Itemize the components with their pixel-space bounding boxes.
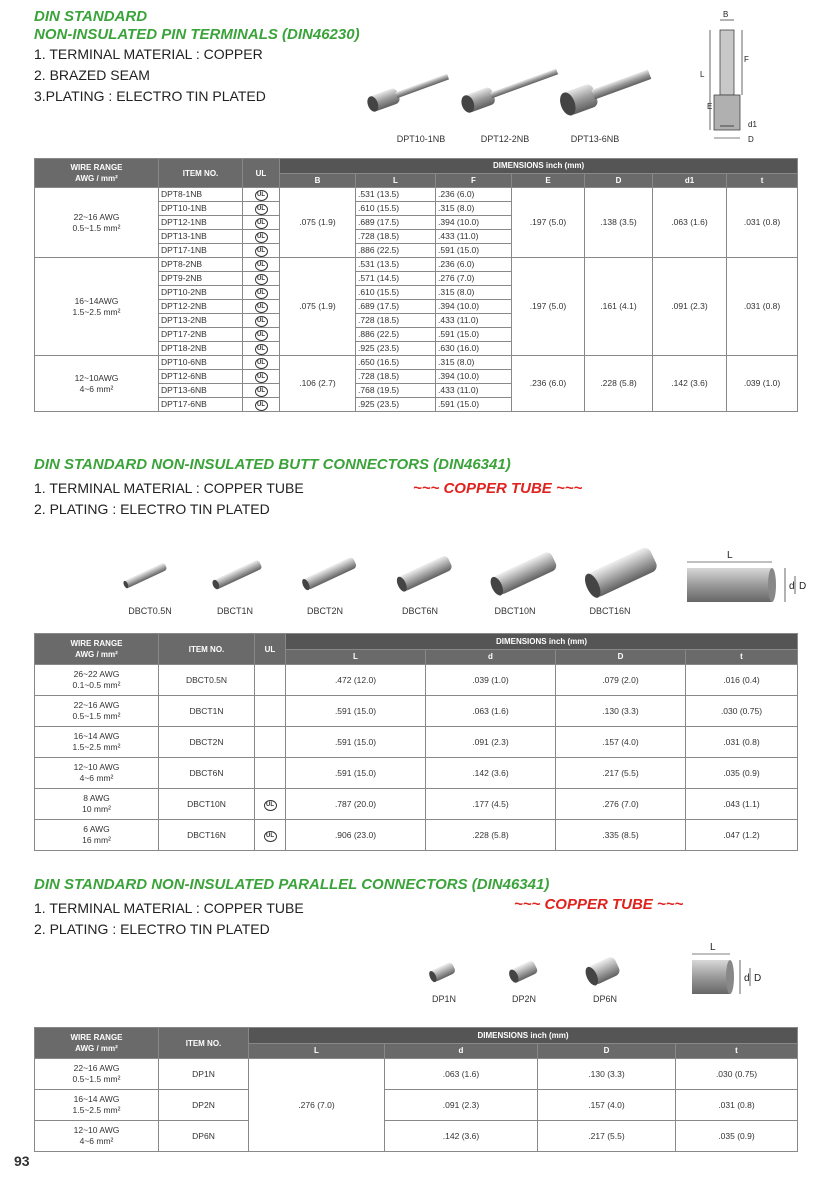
ul-cell [243, 216, 280, 230]
parallel-connector-dp6n [583, 955, 621, 987]
item-no-cell: DPT10-2NB [159, 286, 243, 300]
th2-d: d [426, 649, 556, 665]
dim-l-cell: .728 (18.5) [356, 230, 436, 244]
caption-dp1n: DP1N [431, 994, 456, 1004]
dim-e-cell: .197 (5.0) [512, 258, 585, 356]
th-e: E [512, 173, 585, 188]
dim-l-cell: .787 (20.0) [286, 789, 426, 820]
dim-f-cell: .315 (8.0) [436, 286, 512, 300]
th2-D: D [556, 649, 686, 665]
diagram2-label-l: L [727, 550, 733, 561]
th2-wire-range: WIRE RANGE AWG / mm² [35, 634, 159, 665]
ul-cell [243, 342, 280, 356]
ul-certification-mark: UL [255, 218, 268, 229]
diagram-label-f: F [744, 55, 749, 64]
dim-d-cell: .161 (4.1) [585, 258, 653, 356]
caption-dbct2n: DBCT2N [306, 606, 343, 616]
wire-range-cell: 16~14AWG 1.5~2.5 mm² [35, 258, 159, 356]
diagram3-label-d-outer: D [754, 973, 762, 984]
dim-d-cell: .063 (1.6) [426, 696, 556, 727]
diagram-label-l: L [700, 70, 705, 79]
th-wire-range: WIRE RANGE AWG / mm² [35, 159, 159, 188]
caption-dbct0-5n: DBCT0.5N [128, 606, 172, 616]
dim-f-cell: .236 (6.0) [436, 258, 512, 272]
wire-range-cell: 22~16 AWG 0.5~1.5 mm² [35, 1059, 159, 1090]
dim-D-cell: .276 (7.0) [556, 789, 686, 820]
dim-f-cell: .433 (11.0) [436, 230, 512, 244]
dim-l-cell: .906 (23.0) [286, 820, 426, 851]
dim-l-cell: .591 (15.0) [286, 727, 426, 758]
pin-terminals-photo [360, 60, 660, 140]
ul-certification-mark: UL [255, 400, 268, 411]
diagram2-label-d-outer: D [799, 581, 807, 592]
butt-connector-dbct6n [395, 555, 453, 594]
ul-cell [255, 820, 286, 851]
section2-spec-plating: 2. PLATING : ELECTRO TIN PLATED [34, 501, 270, 517]
th-l: L [356, 173, 436, 188]
item-no-cell: DPT13-6NB [159, 384, 243, 398]
pin-terminal-diagram [690, 10, 770, 150]
ul-certification-mark: UL [255, 260, 268, 271]
section1-heading [34, 8, 360, 107]
item-no-cell: DPT12-2NB [159, 300, 243, 314]
parallel-connector-dp1n [428, 961, 457, 983]
dim-t-cell: .043 (1.1) [686, 789, 798, 820]
ul-certification-mark: UL [264, 800, 277, 811]
th-d: D [585, 173, 653, 188]
item-no-cell: DBCT6N [159, 758, 255, 789]
section1-spec-plating: 3.PLATING : ELECTRO TIN PLATED [34, 88, 266, 104]
butt-connector-dbct10n [488, 550, 558, 597]
table-row [35, 188, 798, 202]
ul-cell [243, 356, 280, 370]
ul-cell [255, 789, 286, 820]
ul-cell [243, 314, 280, 328]
ul-cell [243, 202, 280, 216]
dim-d-cell: .091 (2.3) [385, 1090, 538, 1121]
diagram-label-d1: d1 [748, 120, 757, 129]
ul-certification-mark: UL [255, 330, 268, 341]
dim-d1-cell: .063 (1.6) [653, 188, 727, 258]
dim-D-cell: .130 (3.3) [556, 696, 686, 727]
item-no-cell: DBCT0.5N [159, 665, 255, 696]
wire-range-cell: 26~22 AWG 0.1~0.5 mm² [35, 665, 159, 696]
item-no-cell: DPT12-1NB [159, 216, 243, 230]
pin-terminal-table-body [35, 188, 798, 412]
th-b: B [280, 173, 356, 188]
dim-l-cell: .728 (18.5) [356, 370, 436, 384]
dim-t-cell: .031 (0.8) [727, 188, 798, 258]
dim-D-cell: .079 (2.0) [556, 665, 686, 696]
dim-l-cell: .650 (16.5) [356, 356, 436, 370]
th-item-no: ITEM NO. [159, 159, 243, 188]
dim-t-cell: .035 (0.9) [676, 1121, 798, 1152]
dim-t-cell: .031 (0.8) [676, 1090, 798, 1121]
wire-range-cell: 6 AWG 16 mm² [35, 820, 159, 851]
dim-d1-cell: .091 (2.3) [653, 258, 727, 356]
item-no-cell: DP1N [159, 1059, 249, 1090]
dim-f-cell: .433 (11.0) [436, 314, 512, 328]
th2-ul: UL [255, 634, 286, 665]
dim-l-cell: .591 (15.0) [286, 696, 426, 727]
section1-spec-material: 1. TERMINAL MATERIAL : COPPER [34, 46, 263, 62]
item-no-cell: DPT10-6NB [159, 356, 243, 370]
table-row [35, 258, 798, 272]
section1-spec-seam: 2. BRAZED SEAM [34, 67, 150, 83]
dim-d-cell: .091 (2.3) [426, 727, 556, 758]
ul-cell [243, 244, 280, 258]
dim-f-cell: .394 (10.0) [436, 370, 512, 384]
item-no-cell: DBCT10N [159, 789, 255, 820]
th2-item-no: ITEM NO. [159, 634, 255, 665]
th-dimensions: DIMENSIONS inch (mm) [280, 159, 798, 174]
ul-certification-mark: UL [255, 246, 268, 257]
dim-l-cell: .925 (23.5) [356, 342, 436, 356]
th3-d: d [385, 1043, 538, 1059]
butt-connector-dbct1n [211, 559, 262, 590]
th3-D: D [538, 1043, 676, 1059]
ul-cell [243, 398, 280, 412]
dim-f-cell: .315 (8.0) [436, 202, 512, 216]
dim-f-cell: .236 (6.0) [436, 188, 512, 202]
dim-l-cell: .531 (13.5) [356, 188, 436, 202]
table-row [35, 1059, 798, 1090]
item-no-cell: DP6N [159, 1121, 249, 1152]
dim-l-cell: .610 (15.5) [356, 202, 436, 216]
item-no-cell: DBCT16N [159, 820, 255, 851]
ul-cell [243, 286, 280, 300]
pin-terminal-dpt12-2nb [459, 63, 560, 114]
item-no-cell: DPT13-1NB [159, 230, 243, 244]
dim-D-cell: .157 (4.0) [556, 727, 686, 758]
butt-connectors-photo [115, 545, 675, 605]
dim-l-cell: .768 (19.5) [356, 384, 436, 398]
wire-range-cell: 12~10 AWG 4~6 mm² [35, 1121, 159, 1152]
parallel-connector-diagram [690, 940, 770, 1000]
dim-t-cell: .031 (0.8) [727, 258, 798, 356]
item-no-cell: DPT8-2NB [159, 258, 243, 272]
butt-connector-diagram [685, 548, 820, 608]
dim-b-cell: .075 (1.9) [280, 188, 356, 258]
dim-e-cell: .236 (6.0) [512, 356, 585, 412]
wire-range-cell: 12~10 AWG 4~6 mm² [35, 758, 159, 789]
diagram2-label-d-inner: d [789, 581, 795, 592]
dim-D-cell: .335 (8.5) [556, 820, 686, 851]
butt-connector-dbct0-5n [122, 562, 167, 589]
dim-t-cell: .016 (0.4) [686, 665, 798, 696]
caption-dbct1n: DBCT1N [216, 606, 253, 616]
item-no-cell: DPT13-2NB [159, 314, 243, 328]
dim-f-cell: .591 (15.0) [436, 244, 512, 258]
dim-l-cell: .689 (17.5) [356, 216, 436, 230]
dim-l-cell: .531 (13.5) [356, 258, 436, 272]
parallel-connector-dp2n [507, 960, 538, 985]
item-no-cell: DBCT1N [159, 696, 255, 727]
ul-cell [243, 384, 280, 398]
table-row [35, 665, 798, 696]
item-no-cell: DP2N [159, 1090, 249, 1121]
dim-l-cell: .472 (12.0) [286, 665, 426, 696]
butt-connector-dbct2n [301, 556, 358, 591]
dim-d-cell: .142 (3.6) [426, 758, 556, 789]
th2-dimensions: DIMENSIONS inch (mm) [286, 634, 798, 650]
dim-l-cell: .728 (18.5) [356, 314, 436, 328]
table-row [35, 1121, 798, 1152]
ul-cell [255, 758, 286, 789]
ul-certification-mark: UL [264, 831, 277, 842]
dim-D-cell: .217 (5.5) [538, 1121, 676, 1152]
item-no-cell: DPT8-1NB [159, 188, 243, 202]
section3-spec-material: 1. TERMINAL MATERIAL : COPPER TUBE [34, 900, 304, 916]
ul-certification-mark: UL [255, 232, 268, 243]
dim-l-cell: .689 (17.5) [356, 300, 436, 314]
dim-t-cell: .030 (0.75) [676, 1059, 798, 1090]
ul-certification-mark: UL [255, 372, 268, 383]
th-f: F [436, 173, 512, 188]
page-number: 93 [14, 1153, 30, 1169]
section3-heading [34, 876, 549, 940]
section1-title-line2: NON-INSULATED PIN TERMINALS (DIN46230) [34, 26, 360, 43]
dim-l-cell: .886 (22.5) [356, 244, 436, 258]
ul-cell [255, 665, 286, 696]
th-t: t [727, 173, 798, 188]
ul-cell [243, 300, 280, 314]
dim-f-cell: .591 (15.0) [436, 398, 512, 412]
dim-f-cell: .433 (11.0) [436, 384, 512, 398]
dim-t-cell: .039 (1.0) [727, 356, 798, 412]
dim-e-cell: .197 (5.0) [512, 188, 585, 258]
dim-f-cell: .315 (8.0) [436, 356, 512, 370]
dim-l-cell: .925 (23.5) [356, 398, 436, 412]
diagram-label-b: B [723, 10, 729, 19]
th2-l: L [286, 649, 426, 665]
ul-certification-mark: UL [255, 288, 268, 299]
dim-d-cell: .039 (1.0) [426, 665, 556, 696]
caption-dbct16n: DBCT16N [589, 606, 631, 616]
dim-d-cell: .138 (3.5) [585, 188, 653, 258]
parallel-connectors-photo [420, 955, 640, 995]
dim-t-cell: .047 (1.2) [686, 820, 798, 851]
ul-certification-mark: UL [255, 204, 268, 215]
butt-connector-table [34, 633, 798, 851]
ul-certification-mark: UL [255, 302, 268, 313]
table-row [35, 1090, 798, 1121]
dim-f-cell: .394 (10.0) [436, 216, 512, 230]
section3-copper-tube-callout: ~~~ COPPER TUBE ~~~ [514, 896, 684, 913]
diagram-label-d: D [748, 135, 754, 144]
th3-t: t [676, 1043, 798, 1059]
item-no-cell: DPT10-1NB [159, 202, 243, 216]
ul-cell [243, 188, 280, 202]
table-row [35, 696, 798, 727]
dim-l-cell: .571 (14.5) [356, 272, 436, 286]
dim-D-cell: .130 (3.3) [538, 1059, 676, 1090]
dim-d-cell: .142 (3.6) [385, 1121, 538, 1152]
ul-certification-mark: UL [255, 358, 268, 369]
ul-certification-mark: UL [255, 274, 268, 285]
th-ul: UL [243, 159, 280, 188]
item-no-cell: DPT17-1NB [159, 244, 243, 258]
dim-l-cell: .591 (15.0) [286, 758, 426, 789]
table-row [35, 727, 798, 758]
th2-t: t [686, 649, 798, 665]
item-no-cell: DPT17-6NB [159, 398, 243, 412]
caption-dbct10n: DBCT10N [494, 606, 536, 616]
ul-cell [255, 727, 286, 758]
dim-t-cell: .035 (0.9) [686, 758, 798, 789]
dim-l-cell: .886 (22.5) [356, 328, 436, 342]
diagram3-label-d-inner: d [744, 973, 750, 984]
wire-range-cell: 22~16 AWG 0.5~1.5 mm² [35, 696, 159, 727]
ul-certification-mark: UL [255, 190, 268, 201]
wire-range-cell: 16~14 AWG 1.5~2.5 mm² [35, 727, 159, 758]
th3-dimensions: DIMENSIONS inch (mm) [249, 1028, 798, 1044]
dim-t-cell: .031 (0.8) [686, 727, 798, 758]
dim-l-cell: .276 (7.0) [249, 1059, 385, 1152]
wire-range-cell: 16~14 AWG 1.5~2.5 mm² [35, 1090, 159, 1121]
caption-dpt10-1nb: DPT10-1NB [396, 134, 446, 144]
dim-d1-cell: .142 (3.6) [653, 356, 727, 412]
table-row [35, 758, 798, 789]
dim-d-cell: .063 (1.6) [385, 1059, 538, 1090]
item-no-cell: DPT18-2NB [159, 342, 243, 356]
ul-certification-mark: UL [255, 386, 268, 397]
dim-f-cell: .630 (16.0) [436, 342, 512, 356]
parallel-connector-table [34, 1027, 798, 1152]
section1-title-line1: DIN STANDARD [34, 8, 148, 25]
ul-cell [243, 272, 280, 286]
table-row [35, 356, 798, 370]
dim-d-cell: .177 (4.5) [426, 789, 556, 820]
parallel-connector-table-body [35, 1059, 798, 1152]
section3-spec-plating: 2. PLATING : ELECTRO TIN PLATED [34, 921, 270, 937]
wire-range-cell: 12~10AWG 4~6 mm² [35, 356, 159, 412]
table-row [35, 820, 798, 851]
ul-cell [255, 696, 286, 727]
dim-b-cell: .106 (2.7) [280, 356, 356, 412]
dim-D-cell: .157 (4.0) [538, 1090, 676, 1121]
th-d1: d1 [653, 173, 727, 188]
wire-range-cell: 8 AWG 10 mm² [35, 789, 159, 820]
caption-dpt12-2nb: DPT12-2NB [480, 134, 530, 144]
section3-title: DIN STANDARD NON-INSULATED PARALLEL CONNECTORS (DIN46341) [34, 876, 550, 893]
ul-certification-mark: UL [255, 316, 268, 327]
dim-t-cell: .030 (0.75) [686, 696, 798, 727]
ul-cell [243, 258, 280, 272]
ul-cell [243, 328, 280, 342]
item-no-cell: DBCT2N [159, 727, 255, 758]
dim-f-cell: .591 (15.0) [436, 328, 512, 342]
caption-dpt13-6nb: DPT13-6NB [570, 134, 620, 144]
ul-cell [243, 230, 280, 244]
caption-dp6n: DP6N [592, 994, 617, 1004]
item-no-cell: DPT12-6NB [159, 370, 243, 384]
pin-terminal-dpt13-6nb [557, 63, 654, 118]
item-no-cell: DPT17-2NB [159, 328, 243, 342]
item-no-cell: DPT9-2NB [159, 272, 243, 286]
pin-terminal-table [34, 158, 798, 412]
section2-title: DIN STANDARD NON-INSULATED BUTT CONNECTORS (DIN46341) [34, 456, 511, 473]
th3-item-no: ITEM NO. [159, 1028, 249, 1059]
th3-l: L [249, 1043, 385, 1059]
butt-connector-dbct16n [582, 546, 659, 600]
dim-d-cell: .228 (5.8) [426, 820, 556, 851]
dim-b-cell: .075 (1.9) [280, 258, 356, 356]
pin-terminal-dpt10-1nb [365, 69, 450, 113]
dim-l-cell: .610 (15.5) [356, 286, 436, 300]
dim-f-cell: .276 (7.0) [436, 272, 512, 286]
dim-d-cell: .228 (5.8) [585, 356, 653, 412]
ul-cell [243, 370, 280, 384]
section2-copper-tube-callout: ~~~ COPPER TUBE ~~~ [413, 480, 583, 497]
ul-certification-mark: UL [255, 344, 268, 355]
dim-D-cell: .217 (5.5) [556, 758, 686, 789]
caption-dbct6n: DBCT6N [401, 606, 438, 616]
caption-dp2n: DP2N [511, 994, 536, 1004]
diagram3-label-l: L [710, 942, 716, 953]
table-row [35, 789, 798, 820]
diagram-label-e: E [707, 102, 713, 111]
butt-connector-table-body [35, 665, 798, 851]
dim-f-cell: .394 (10.0) [436, 300, 512, 314]
section2-spec-material: 1. TERMINAL MATERIAL : COPPER TUBE [34, 480, 304, 496]
wire-range-cell: 22~16 AWG 0.5~1.5 mm² [35, 188, 159, 258]
th3-wire-range: WIRE RANGE AWG / mm² [35, 1028, 159, 1059]
